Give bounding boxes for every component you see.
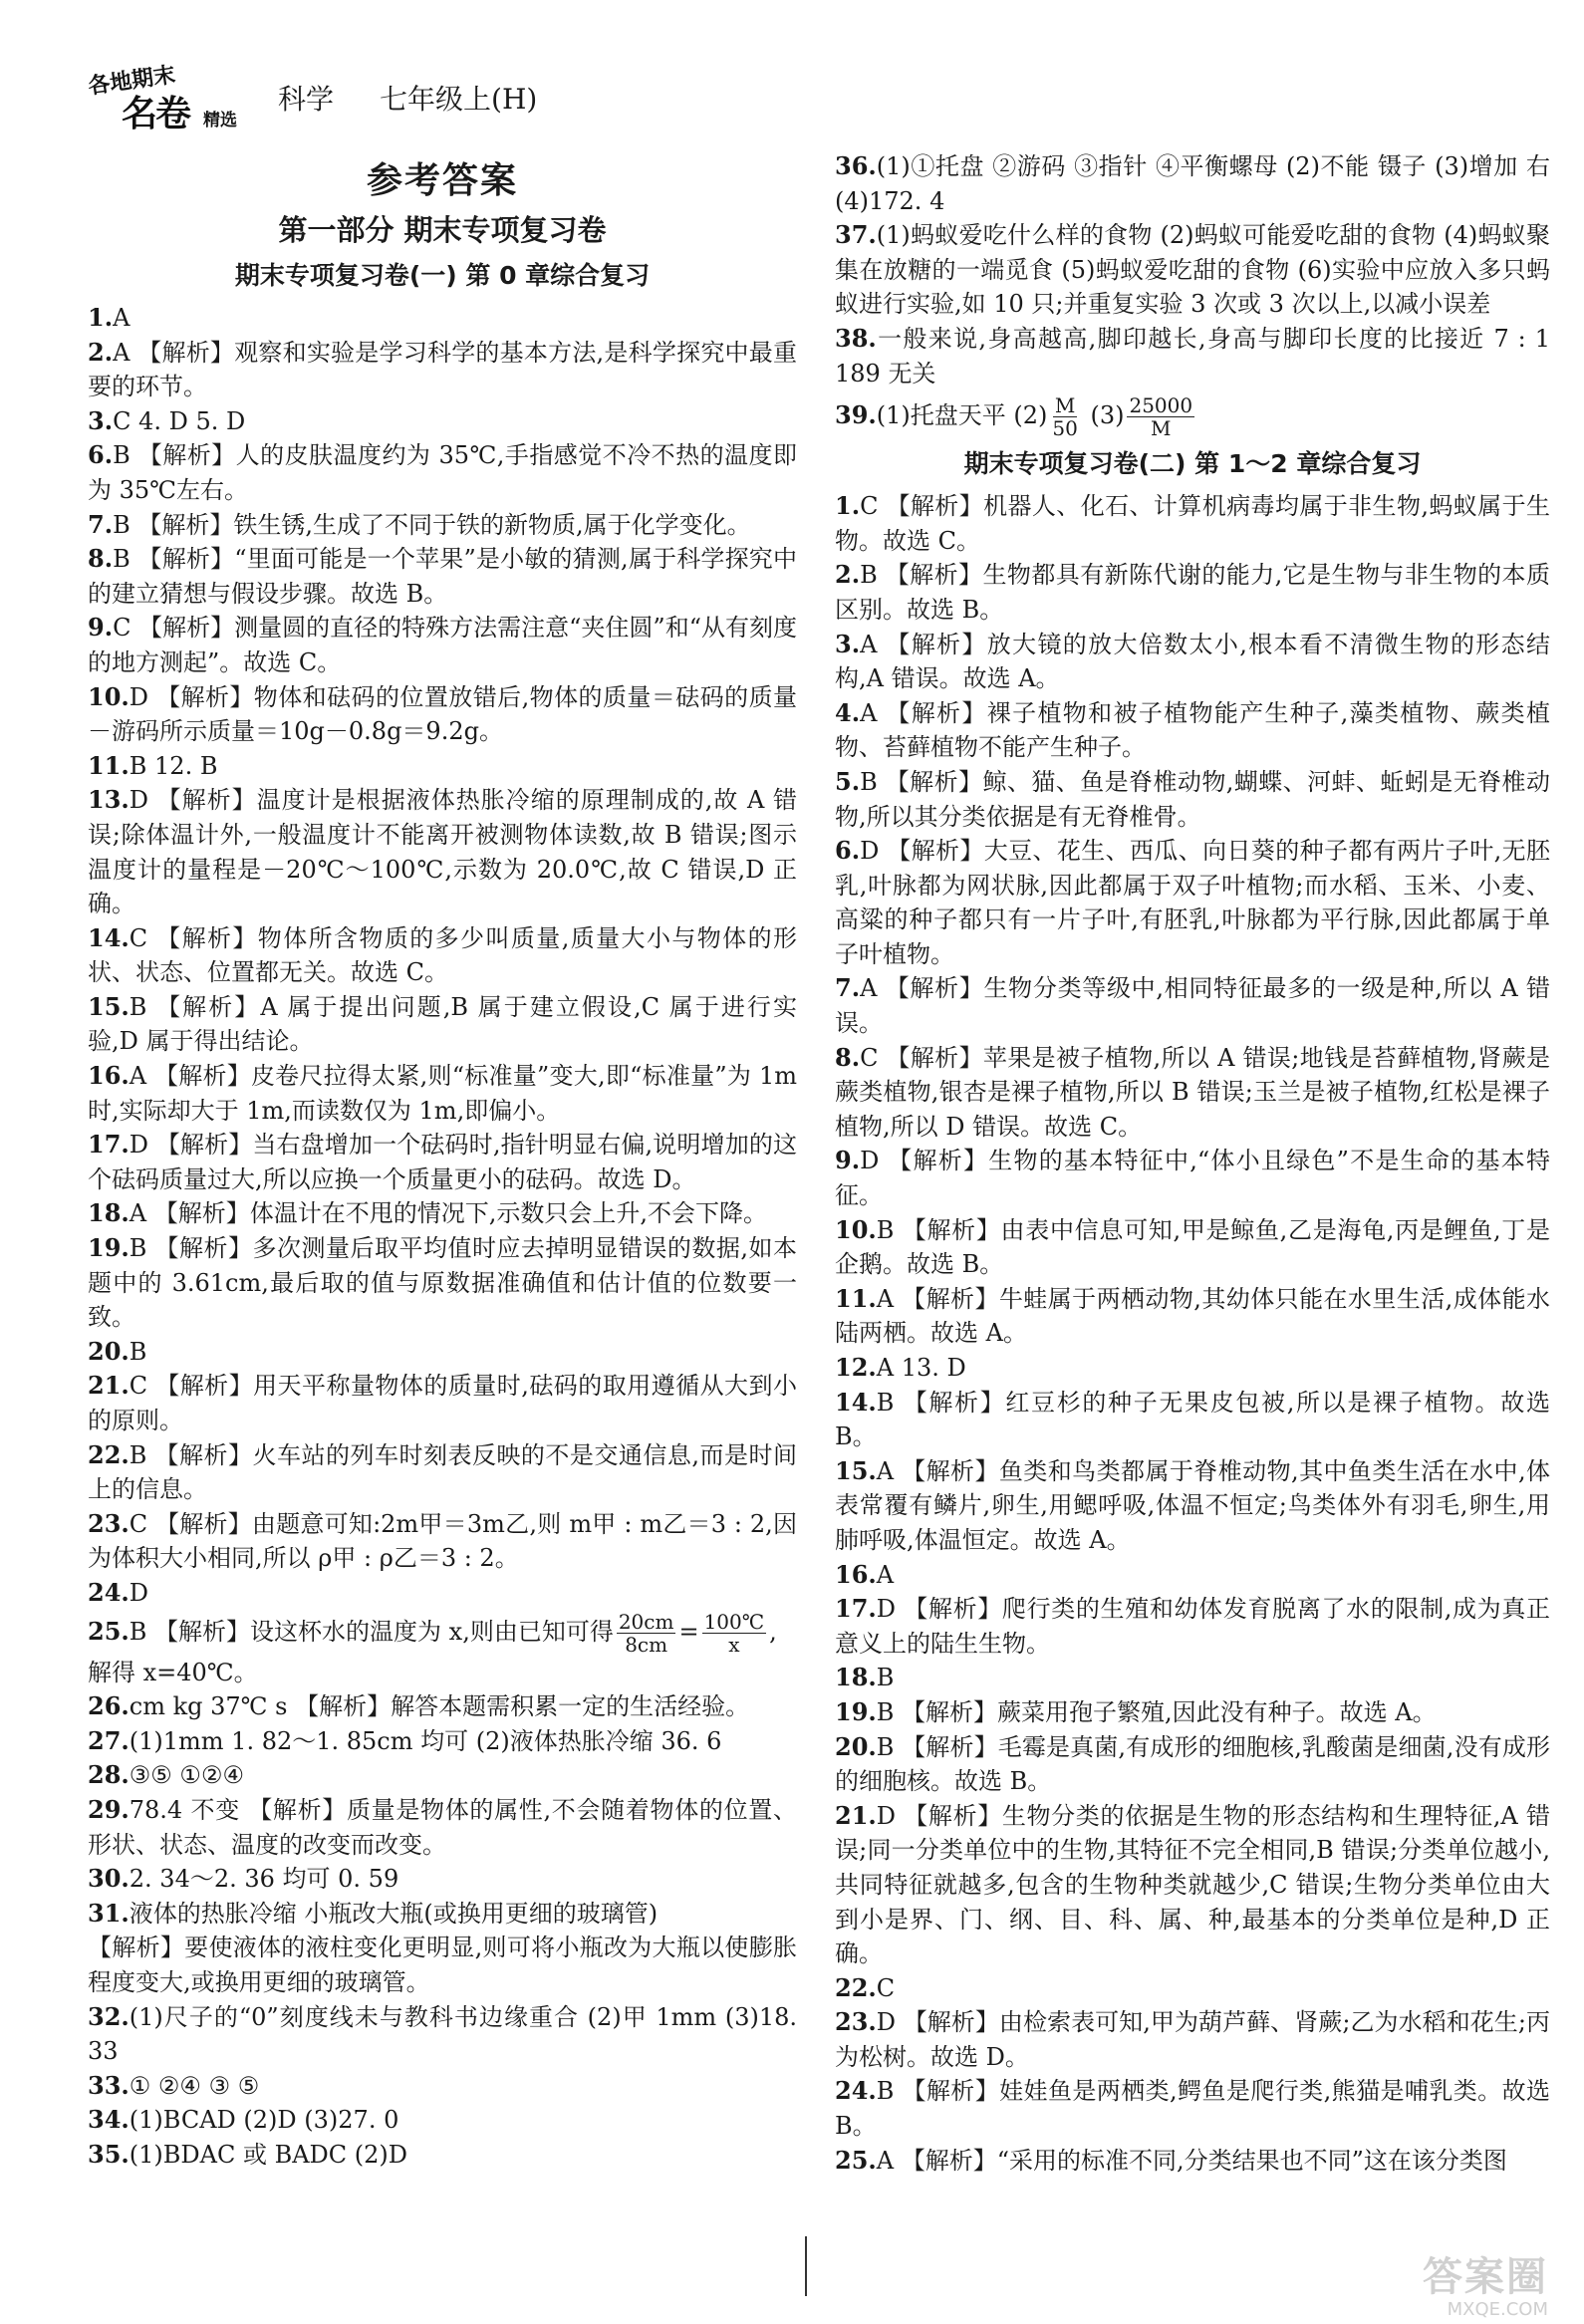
- item-text: D 【解析】大豆、花生、西瓜、向日葵的种子都有两片子叶,无胚乳,叶脉都为网状脉,因此都属于双子叶植物;而水稻、玉米、小麦、高粱的种子都只有一片子叶,有胚乳,叶脉都为平行脉,因此都属于单子叶植物。: [835, 837, 1550, 968]
- answer-item: [88, 1793, 797, 1862]
- answer-item: [835, 1971, 1550, 2006]
- answer-item: [88, 1758, 797, 1793]
- item-number: 18.: [88, 1198, 130, 1228]
- item-text: A 【解析】生物分类等级中,相同特征最多的一级是种,所以 A 错误。: [835, 974, 1550, 1038]
- item-number: 19.: [835, 1696, 877, 1726]
- item-number: 7.: [88, 509, 114, 539]
- answer-item: [88, 301, 797, 336]
- answer-item: [88, 2103, 797, 2138]
- answer-item: [835, 2144, 1550, 2179]
- answer-item: [88, 1128, 797, 1196]
- item-number: 10.: [835, 1214, 877, 1244]
- answer-item: [88, 1689, 797, 1724]
- answer-item: [835, 765, 1550, 834]
- item-text: A 【解析】“采用的标准不同,分类结果也不同”这在该分类图: [876, 2146, 1507, 2175]
- item-number: 5.: [835, 766, 861, 796]
- answers-title: 参考答案: [366, 160, 518, 201]
- item-text: 【解析】要使液体的液柱变化更明显,则可将小瓶改为大瓶以使膨胀程度变大,或换用更细的玻璃管。: [88, 1934, 797, 1996]
- fraction-numerator: M: [1054, 393, 1076, 418]
- item-number: 17.: [88, 1130, 130, 1160]
- item-text: C: [876, 1973, 896, 2002]
- item-text: B 【解析】生物都具有新陈代谢的能力,它是生物与非生物的本质区别。故选 B。: [835, 561, 1550, 624]
- item-text: (1)1mm 1. 82～1. 85cm 均可 (2)液体热胀冷缩 36. 6: [129, 1726, 722, 1755]
- answer-item: [88, 680, 797, 749]
- item-number: 27.: [88, 1725, 130, 1755]
- item-text: D 【解析】爬行类的生殖和幼体发育脱离了水的限制,成为真正意义上的陆生生物。: [835, 1595, 1550, 1658]
- item-number: 31.: [88, 1898, 130, 1928]
- answer-item: [88, 336, 797, 404]
- item-text: B 【解析】蕨菜用孢子繁殖,因此没有种子。故选 A。: [876, 1697, 1437, 1726]
- answer-item: [88, 404, 797, 439]
- section-title-2: 期末专项复习卷(二) 第 1～2 章综合复习: [963, 449, 1422, 479]
- item-text: A 【解析】放大镜的放大倍数太小,根本看不清微生物的形态结构,A 错误。故选 A。: [835, 630, 1550, 693]
- item-number: 15.: [835, 1455, 877, 1485]
- answer-list-right-2: [835, 489, 1550, 2178]
- item-number: 21.: [835, 1800, 877, 1830]
- item-number: 8.: [835, 1042, 861, 1072]
- page-fold-mark: [805, 2236, 807, 2296]
- fraction-denominator: x: [728, 1632, 740, 1657]
- book-logo: [82, 62, 256, 133]
- item-text: B 【解析】设这杯水的温度为 x,则由已知可得: [129, 1617, 614, 1646]
- item-number: 15.: [88, 991, 130, 1021]
- item-text: A 【解析】皮卷尺拉得太紧,则“标准量”变大,即“标准量”为 1m 时,实际却大于 1m,而读数仅为 1m,即偏小。: [88, 1062, 797, 1125]
- answer-item: [835, 1213, 1550, 1282]
- answer-item: [88, 1897, 797, 1932]
- item-number: 24.: [835, 2076, 877, 2106]
- item-number: 8.: [88, 544, 114, 574]
- fraction-m-50: [1050, 394, 1079, 439]
- item-number: 26.: [88, 1691, 130, 1721]
- item-number: 23.: [835, 2007, 877, 2037]
- item-text: cm kg 37℃ s 【解析】解答本题需积累一定的生活经验。: [129, 1692, 750, 1721]
- answer-item: [835, 1730, 1550, 1799]
- item-number: 24.: [88, 1577, 130, 1607]
- item-number: 2.: [88, 337, 114, 367]
- item-number: 37.: [835, 220, 877, 250]
- item-number: 13.: [88, 785, 130, 815]
- answer-item: [835, 696, 1550, 765]
- item-number: 21.: [88, 1371, 130, 1401]
- item-number: 12.: [835, 1353, 877, 1382]
- item-text: B 【解析】多次测量后取平均值时应去掉明显错误的数据,如本题中的 3.61cm,最后取的值与原数据准确值和估计值的位数要一致。: [88, 1234, 797, 1332]
- item-text: A 【解析】鱼类和鸟类都属于脊椎动物,其中鱼类生活在水中,体表常覆有鳞片,卵生,用鳃呼吸,体温不恒定;鸟类体外有羽毛,卵生,用肺呼吸,体温恒定。故选 A。: [835, 1456, 1550, 1554]
- item-text: A: [113, 304, 131, 332]
- right-column: [835, 149, 1550, 2178]
- item-text: A 【解析】裸子植物和被子植物能产生种子,藻类植物、蕨类植物、苔藓植物不能产生种子。: [835, 698, 1550, 762]
- grade-label: 七年级上(H): [380, 83, 538, 116]
- item-text: (1)BCAD (2)D (3)27. 0: [129, 2106, 399, 2135]
- item-text: C 【解析】苹果是被子植物,所以 A 错误;地钱是苔藓植物,肾蕨是蕨类植物,银杏是裸子植物,所以 B 错误;玉兰是被子植物,红松是裸子植物,所以 D 错误。故选 C。: [835, 1043, 1550, 1141]
- answer-item: [88, 1611, 797, 1690]
- watermark-url: MXQE.COM: [1447, 2299, 1548, 2320]
- answer-item: [835, 1799, 1550, 1971]
- answer-item: [835, 1695, 1550, 1730]
- fraction-denominator: 50: [1052, 416, 1078, 441]
- answer-item: [835, 1661, 1550, 1695]
- item-text: C 【解析】用天平称量物体的质量时,砝码的取用遵循从大到小的原则。: [88, 1372, 797, 1434]
- item-number: 6.: [88, 440, 114, 470]
- item-number: 20.: [88, 1336, 130, 1366]
- item-number: 25.: [88, 1616, 130, 1646]
- item-text: D: [129, 1578, 149, 1607]
- item-text: B 【解析】“里面可能是一个苹果”是小敏的猜测,属于科学探究中的建立猜想与假设步骤。故选 B。: [88, 545, 797, 608]
- item-number: 3.: [835, 629, 861, 658]
- item-number: 34.: [88, 2105, 130, 2135]
- item-number: 36.: [835, 151, 877, 180]
- answer-item: [88, 1231, 797, 1335]
- answer-item: [835, 834, 1550, 971]
- item-text: B: [876, 1664, 895, 1692]
- item-number: 23.: [88, 1508, 130, 1538]
- item-text: B 【解析】由表中信息可知,甲是鲸鱼,乙是海龟,丙是鲤鱼,丁是企鹅。故选 B。: [835, 1215, 1550, 1279]
- item-text: (1)尺子的“0”刻度线未与教科书边缘重合 (2)甲 1mm (3)18. 33: [88, 2002, 797, 2066]
- answer-item: [835, 149, 1550, 218]
- item-number: 33.: [88, 2070, 130, 2100]
- item-text: ① ②④ ③ ⑤: [129, 2071, 260, 2100]
- item-text: A 【解析】体温计在不甩的情况下,示数只会上升,不会下降。: [129, 1199, 767, 1228]
- answer-item: [835, 1558, 1550, 1593]
- logo-line3: 精选: [203, 111, 237, 130]
- answer-item: [835, 218, 1550, 322]
- item-number: 30.: [88, 1864, 130, 1894]
- answer-item: [88, 1196, 797, 1231]
- answer-item: [88, 990, 797, 1059]
- section-title-1: 期末专项复习卷(一) 第 0 章综合复习: [234, 261, 651, 290]
- item-text: 2. 34～2. 36 均可 0. 59: [129, 1865, 399, 1894]
- item-text: C 【解析】机器人、化石、计算机病毒均属于非生物,蚂蚁属于生物。故选 C。: [835, 492, 1550, 555]
- item-text: (1)BDAC 或 BADC (2)D: [129, 2140, 408, 2169]
- answer-item: [88, 783, 797, 920]
- item-number: 39.: [835, 400, 877, 430]
- item-number: 6.: [835, 836, 861, 866]
- item-number: 16.: [88, 1061, 130, 1091]
- item-number: 17.: [835, 1594, 877, 1624]
- item-number: 3.: [88, 405, 114, 435]
- item-number: 1.: [88, 303, 114, 332]
- item-text: B 【解析】火车站的列车时刻表反映的不是交通信息,而是时间上的信息。: [88, 1440, 797, 1504]
- item-number: 32.: [88, 2001, 130, 2031]
- item-text: 一般来说,身高越高,脚印越长,身高与脚印长度的比接近 7 : 1 189 无关: [835, 324, 1550, 387]
- item-number: 19.: [88, 1233, 130, 1263]
- fraction-numerator: 100℃: [703, 1609, 765, 1634]
- equals-sign: =: [678, 1617, 699, 1646]
- comma: ,: [769, 1617, 777, 1646]
- answer-item: [835, 1454, 1550, 1558]
- answer-list-left: [88, 301, 797, 2172]
- item-number: 14.: [88, 922, 130, 952]
- item-text: B 【解析】铁生锈,生成了不同于铁的新物质,属于化学变化。: [113, 510, 751, 539]
- subject-label: 科学: [278, 83, 335, 116]
- answer-item: [835, 1282, 1550, 1351]
- item-number: 29.: [88, 1794, 130, 1824]
- item-number: 4.: [835, 697, 861, 727]
- fraction-numerator: 25000: [1129, 393, 1193, 418]
- answer-item: [88, 2138, 797, 2173]
- item-number: 11.: [835, 1283, 877, 1313]
- item-text: D 【解析】温度计是根据液体热胀冷缩的原理制成的,故 A 错误;除体温计外,一般温度计不能离开被测物体读数,故 B 错误;图示温度计的量程是－20℃～100℃,示数为 20.0℃,故 C 错误,D 正确。: [88, 786, 797, 918]
- item-number: 9.: [835, 1146, 861, 1175]
- answer-item: [835, 971, 1550, 1040]
- answer-item: [835, 1351, 1550, 1386]
- item-number: 7.: [835, 973, 861, 1003]
- item-number: 14.: [835, 1387, 877, 1417]
- item-number: 35.: [88, 2139, 130, 2169]
- item-number: 22.: [835, 1972, 877, 2002]
- answer-item: [835, 322, 1550, 390]
- answer-item: [88, 1931, 797, 1999]
- answer-item: [835, 1386, 1550, 1454]
- item-text: B 【解析】A 属于提出问题,B 属于建立假设,C 属于进行实验,D 属于得出结论。: [88, 992, 797, 1056]
- item-text: A: [876, 1560, 895, 1589]
- q39-part1: (1)托盘天平 (2): [876, 401, 1048, 430]
- item-number: 1.: [835, 491, 861, 521]
- fraction-denominator: M: [1151, 416, 1172, 441]
- item-number: 2.: [835, 560, 861, 590]
- item-text: D 【解析】生物的基本特征中,“体小且绿色”不是生命的基本特征。: [835, 1147, 1550, 1210]
- answer-item: [835, 489, 1550, 558]
- answer-item: [88, 542, 797, 611]
- item-text: C 4. D 5. D: [113, 406, 246, 435]
- watermark-logo: 答案圈: [1423, 2254, 1548, 2300]
- item-text: 78.4 不变 【解析】质量是物体的属性,不会随着物体的位置、形状、状态、温度的改变而改变。: [88, 1795, 797, 1859]
- item-text: (1)①托盘 ②游码 ③指针 ④平衡螺母 (2)不能 镊子 (3)增加 右 (4)172. 4: [835, 152, 1550, 215]
- solution-line: 解得 x=40℃。: [88, 1658, 258, 1686]
- fraction-100c-x: [702, 1611, 767, 1656]
- item-text: B 【解析】鲸、猫、鱼是脊椎动物,蝴蝶、河蚌、蚯蚓是无脊椎动物,所以其分类依据是有无脊椎骨。: [835, 767, 1550, 831]
- item-text: B 12. B: [129, 751, 218, 780]
- item-number: 9.: [88, 613, 114, 643]
- answer-item: [88, 611, 797, 679]
- logo-line1: 各地期末: [86, 62, 177, 100]
- answer-item: [835, 2005, 1550, 2074]
- fraction-denominator: 8cm: [625, 1632, 668, 1657]
- item-text: B 【解析】红豆杉的种子无果皮包被,所以是裸子植物。故选 B。: [835, 1388, 1550, 1451]
- item-number: 11.: [88, 750, 130, 780]
- item-number: 28.: [88, 1760, 130, 1790]
- item-text: A 13. D: [876, 1354, 966, 1382]
- item-number: 25.: [835, 2145, 877, 2175]
- answer-item: [88, 2069, 797, 2104]
- answer-list-right: [835, 149, 1550, 390]
- item-number: 22.: [88, 1439, 130, 1469]
- answer-item: [88, 2000, 797, 2069]
- item-text: A 【解析】牛蛙属于两栖动物,其幼体只能在水里生活,成体能水陆两栖。故选 A。: [835, 1284, 1550, 1348]
- left-column: [88, 149, 797, 2172]
- answer-item: [88, 1059, 797, 1128]
- answer-item: [88, 1369, 797, 1437]
- item-number: 16.: [835, 1559, 877, 1589]
- item-text: (1)蚂蚁爱吃什么样的食物 (2)蚂蚁可能爱吃甜的食物 (4)蚂蚁聚集在放糖的一端觅食 (5)蚂蚁爱吃甜的食物 (6)实验中应放入多只蚂蚁进行实验,如 10 只;并重复实验 3 次或 3 次以上,以减小误差: [835, 221, 1550, 319]
- fraction-25000-m: [1127, 394, 1194, 439]
- answer-item: [835, 628, 1550, 696]
- item-text: B: [129, 1337, 147, 1366]
- answer-item: [88, 921, 797, 990]
- answer-item: [88, 1438, 797, 1507]
- part-title: 第一部分 期末专项复习卷: [278, 213, 607, 247]
- fraction-numerator: 20cm: [618, 1609, 674, 1634]
- item-text: C 【解析】物体所含物质的多少叫质量,质量大小与物体的形状、状态、位置都无关。故选 C。: [88, 923, 797, 987]
- item-text: D 【解析】由检索表可知,甲为葫芦藓、肾蕨;乙为水稻和花生;丙为松树。故选 D。: [835, 2008, 1550, 2071]
- item-text: B 【解析】娃娃鱼是两栖类,鳄鱼是爬行类,熊猫是哺乳类。故选 B。: [835, 2077, 1550, 2141]
- answer-item: [88, 1862, 797, 1897]
- item-text: C 【解析】由题意可知:2m甲＝3m乙,则 m甲 : m乙＝3 : 2,因为体积大小相同,所以 ρ甲 : ρ乙＝3 : 2。: [88, 1509, 797, 1573]
- item-text: 液体的热胀冷缩 小瓶改大瓶(或换用更细的玻璃管): [129, 1899, 659, 1928]
- item-text: ③⑤ ①②④: [129, 1761, 244, 1790]
- answer-item: [88, 438, 797, 507]
- item-number: 38.: [835, 323, 877, 353]
- fraction-20cm-8cm: [617, 1611, 676, 1656]
- item-text: B 【解析】人的皮肤温度约为 35℃,手指感觉不冷不热的温度即为 35℃左右。: [88, 441, 797, 504]
- item-number: 20.: [835, 1731, 877, 1761]
- page-header: [82, 58, 537, 137]
- answer-item: [88, 1576, 797, 1611]
- answer-item: [835, 2074, 1550, 2143]
- item-text: B 【解析】毛霉是真菌,有成形的细胞核,乳酸菌是细菌,没有成形的细胞核。故选 B。: [835, 1732, 1550, 1796]
- item-text: D 【解析】物体和砝码的位置放错后,物体的质量＝砝码的质量－游码所示质量＝10g－0.8g＝9.2g。: [88, 682, 797, 746]
- item-text: C 【解析】测量圆的直径的特殊方法需注意“夹住圆”和“从有刻度的地方测起”。故选 C。: [88, 614, 797, 676]
- answer-item: [88, 749, 797, 784]
- item-number: 18.: [835, 1663, 877, 1692]
- item-text: D 【解析】生物分类的依据是生物的形态结构和生理特征,A 错误;同一分类单位中的生物,其特征不完全相同,B 错误;分类单位越小,共同特征就越多,包含的生物种类就越少,C 错误;生物分类单位由大到小是界、门、纲、目、科、属、种,最基本的分类单位是种,D 正确。: [835, 1801, 1550, 1968]
- item-text: D 【解析】当右盘增加一个砝码时,指针明显右偏,说明增加的这个砝码质量过大,所以应换一个质量更小的砝码。故选 D。: [88, 1131, 797, 1193]
- item-number: 10.: [88, 681, 130, 711]
- answer-item: [835, 558, 1550, 627]
- answer-item: [88, 1335, 797, 1370]
- q39-part2: (3): [1082, 401, 1125, 430]
- item-text: A 【解析】观察和实验是学习科学的基本方法,是科学探究中最重要的环节。: [88, 338, 797, 401]
- answer-item: [88, 1724, 797, 1759]
- answer-item: [88, 508, 797, 543]
- answer-item: [835, 1592, 1550, 1661]
- answer-item: [835, 1144, 1550, 1212]
- logo-line2: 名卷: [122, 94, 190, 134]
- answer-item: [835, 1041, 1550, 1145]
- answer-item: [88, 1507, 797, 1576]
- answer-item-39: [835, 394, 1550, 439]
